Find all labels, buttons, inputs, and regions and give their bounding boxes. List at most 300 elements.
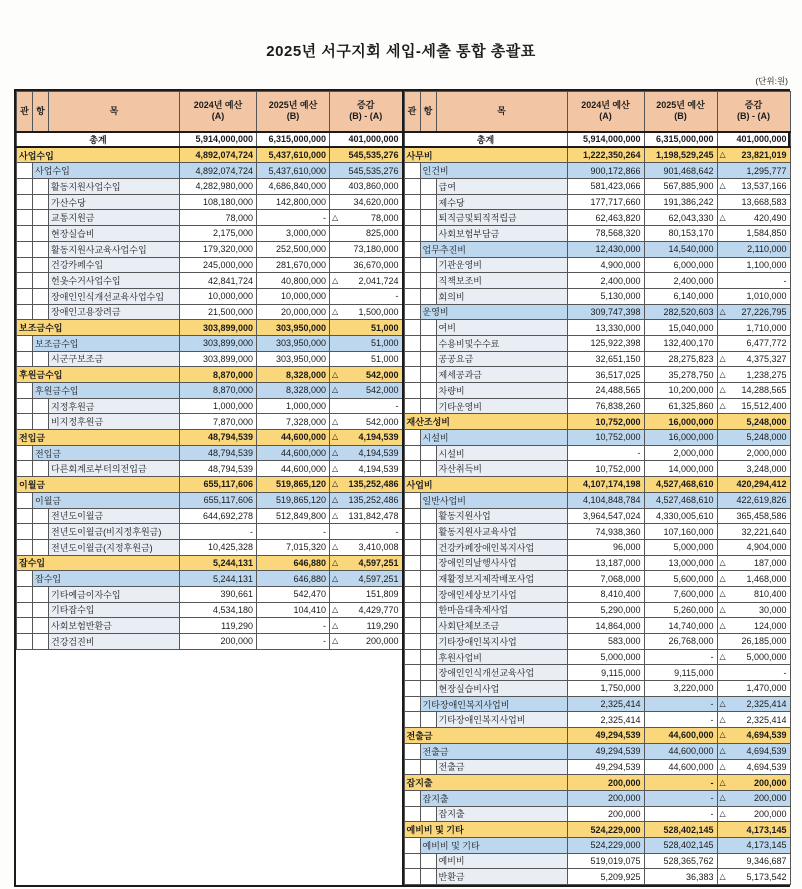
- decrease-triangle-icon: △: [719, 573, 726, 583]
- indent-cell: [420, 383, 436, 399]
- table-row: [404, 477, 790, 493]
- cell-budget-2025: -: [644, 775, 717, 791]
- decrease-triangle-icon: △: [332, 557, 339, 567]
- table-row: [404, 163, 790, 179]
- table-row: [404, 226, 790, 242]
- indent-cell: [420, 524, 436, 540]
- cell-budget-2024: 583,000: [567, 634, 644, 650]
- indent-cell: [420, 681, 436, 697]
- row-label: 기타장애인복지사업비: [436, 712, 567, 728]
- indent-cell: [404, 806, 420, 822]
- cell-diff: -: [717, 665, 790, 681]
- decrease-triangle-icon: △: [719, 353, 726, 363]
- indent-cell: [404, 492, 420, 508]
- cell-diff: 4,904,000: [717, 539, 790, 555]
- cell-diff: △ 15,512,400: [717, 398, 790, 414]
- indent-cell: [17, 194, 33, 210]
- table-row: [404, 539, 790, 555]
- cell-budget-2024: 10,752,000: [567, 461, 644, 477]
- cell-budget-2025: 35,278,750: [644, 367, 717, 383]
- cell-budget-2024: 303,899,000: [180, 335, 257, 351]
- indent-cell: [404, 508, 420, 524]
- cell-diff: △ 542,000: [330, 414, 403, 430]
- row-label: 잡지출: [404, 775, 567, 791]
- cell-diff: 51,000: [330, 335, 403, 351]
- cell-budget-2024: 8,410,400: [567, 586, 644, 602]
- decrease-triangle-icon: △: [332, 573, 339, 583]
- cell-budget-2025: -: [257, 210, 330, 226]
- cell-diff: 1,584,850: [717, 226, 790, 242]
- cell-budget-2025: 26,768,000: [644, 634, 717, 650]
- indent-cell: [33, 586, 49, 602]
- table-row: [404, 414, 790, 430]
- cell-budget-2024: 125,922,398: [567, 335, 644, 351]
- indent-cell: [33, 618, 49, 634]
- table-row: [17, 194, 403, 210]
- table-row: [17, 508, 403, 524]
- row-label: 활동지원사교육사업수입: [49, 241, 180, 257]
- row-label: 예비비 및 기타: [404, 822, 567, 838]
- row-label: 급여: [436, 179, 567, 195]
- cell-diff: 401,000,000: [330, 132, 403, 148]
- indent-cell: [33, 257, 49, 273]
- decrease-triangle-icon: △: [719, 746, 726, 756]
- cell-budget-2025: 281,670,000: [257, 257, 330, 273]
- decrease-triangle-icon: △: [719, 589, 726, 599]
- table-row: [404, 696, 790, 712]
- indent-cell: [17, 179, 33, 195]
- decrease-triangle-icon: △: [719, 604, 726, 614]
- decrease-triangle-icon: △: [719, 699, 726, 709]
- row-label: 전출금: [404, 728, 567, 744]
- cell-budget-2024: 5,209,925: [567, 869, 644, 885]
- indent-cell: [420, 335, 436, 351]
- indent-cell: [17, 492, 33, 508]
- cell-budget-2024: 900,172,866: [567, 163, 644, 179]
- indent-cell: [420, 571, 436, 587]
- row-label: 전출금: [420, 743, 567, 759]
- cell-budget-2025: 107,160,000: [644, 524, 717, 540]
- row-label: 재산조성비: [404, 414, 567, 430]
- table-row: [404, 743, 790, 759]
- table-row: [404, 790, 790, 806]
- indent-cell: [17, 257, 33, 273]
- indent-cell: [404, 696, 420, 712]
- cell-budget-2024: 4,282,980,000: [180, 179, 257, 195]
- row-label: 잡지출: [420, 790, 567, 806]
- row-label: 현장실습비사업: [436, 681, 567, 697]
- cell-diff: △ 187,000: [717, 555, 790, 571]
- table-row: [404, 602, 790, 618]
- indent-cell: [420, 351, 436, 367]
- row-label: 장애인고용장려금: [49, 304, 180, 320]
- indent-cell: [420, 853, 436, 869]
- page-title: 2025년 서구지회 세입-세출 통합 총괄표: [266, 43, 536, 60]
- row-label: 전입금: [33, 445, 180, 461]
- decrease-triangle-icon: △: [332, 306, 339, 316]
- decrease-triangle-icon: △: [719, 369, 726, 379]
- indent-cell: [17, 571, 33, 587]
- cell-budget-2025: 567,885,900: [644, 179, 717, 195]
- cell-diff: 1,710,000: [717, 320, 790, 336]
- cell-budget-2025: 252,500,000: [257, 241, 330, 257]
- row-label: 사업수입: [33, 163, 180, 179]
- cell-budget-2025: 80,153,170: [644, 226, 717, 242]
- cell-budget-2025: 303,950,000: [257, 351, 330, 367]
- table-row: [404, 147, 790, 163]
- indent-cell: [420, 869, 436, 885]
- cell-diff: △ 4,694,539: [717, 743, 790, 759]
- cell-diff: -: [717, 273, 790, 289]
- cell-budget-2024: 4,534,180: [180, 602, 257, 618]
- indent-cell: [404, 524, 420, 540]
- row-label: 기타예금이자수입: [49, 586, 180, 602]
- table-row: [17, 226, 403, 242]
- cell-budget-2024: 48,794,539: [180, 461, 257, 477]
- cell-budget-2025: 528,402,145: [644, 837, 717, 853]
- cell-diff: △ 810,400: [717, 586, 790, 602]
- cell-budget-2024: 5,000,000: [567, 649, 644, 665]
- indent-cell: [33, 179, 49, 195]
- cell-budget-2025: 901,468,642: [644, 163, 717, 179]
- cell-diff: 1,470,000: [717, 681, 790, 697]
- cell-budget-2025: 5,437,610,000: [257, 147, 330, 163]
- table-row: [404, 759, 790, 775]
- cell-diff: △ 78,000: [330, 210, 403, 226]
- indent-cell: [404, 163, 420, 179]
- cell-budget-2024: 655,117,606: [180, 477, 257, 493]
- indent-cell: [404, 273, 420, 289]
- indent-cell: [404, 194, 420, 210]
- indent-cell: [420, 618, 436, 634]
- decrease-triangle-icon: △: [719, 730, 726, 740]
- cell-budget-2025: 8,328,000: [257, 367, 330, 383]
- cell-budget-2024: 7,870,000: [180, 414, 257, 430]
- cell-diff: 13,668,583: [717, 194, 790, 210]
- indent-cell: [33, 414, 49, 430]
- indent-cell: [17, 539, 33, 555]
- table-row: [17, 586, 403, 602]
- cell-budget-2024: 390,661: [180, 586, 257, 602]
- row-label: 시설비: [420, 430, 567, 446]
- table-row: [404, 665, 790, 681]
- budget-summary-table: [14, 89, 790, 887]
- cell-budget-2024: 5,244,131: [180, 555, 257, 571]
- cell-budget-2025: -: [644, 790, 717, 806]
- row-label: 직책보조비: [436, 273, 567, 289]
- table-row: [404, 555, 790, 571]
- cell-budget-2024: 119,290: [180, 618, 257, 634]
- cell-diff: △ 200,000: [717, 775, 790, 791]
- cell-budget-2025: 14,000,000: [644, 461, 717, 477]
- cell-budget-2025: 4,330,005,610: [644, 508, 717, 524]
- decrease-triangle-icon: △: [332, 479, 339, 489]
- indent-cell: [420, 445, 436, 461]
- indent-cell: [420, 555, 436, 571]
- indent-cell: [404, 571, 420, 587]
- cell-diff: △ 2,041,724: [330, 273, 403, 289]
- cell-budget-2025: 44,600,000: [644, 743, 717, 759]
- total-label: 총계: [17, 132, 180, 148]
- indent-cell: [33, 194, 49, 210]
- indent-cell: [17, 383, 33, 399]
- indent-cell: [33, 634, 49, 650]
- table-row: [17, 273, 403, 289]
- cell-diff: △ 542,000: [330, 383, 403, 399]
- cell-diff: △ 13,537,166: [717, 179, 790, 195]
- cell-budget-2024: 309,747,398: [567, 304, 644, 320]
- indent-cell: [17, 351, 33, 367]
- row-label: 한마음대축제사업: [436, 602, 567, 618]
- table-row: [404, 649, 790, 665]
- indent-cell: [404, 335, 420, 351]
- unit-note: (단위:원): [755, 76, 788, 86]
- decrease-triangle-icon: △: [719, 401, 726, 411]
- cell-budget-2024: 245,000,000: [180, 257, 257, 273]
- indent-cell: [33, 539, 49, 555]
- decrease-triangle-icon: △: [332, 510, 339, 520]
- cell-budget-2024: 10,752,000: [567, 414, 644, 430]
- indent-cell: [17, 586, 33, 602]
- row-label: 재활정보지제작배포사업: [436, 571, 567, 587]
- cell-budget-2025: 528,402,145: [644, 822, 717, 838]
- indent-cell: [420, 210, 436, 226]
- indent-cell: [404, 634, 420, 650]
- indent-cell: [404, 555, 420, 571]
- cell-budget-2024: 3,964,547,024: [567, 508, 644, 524]
- col-header-mok: 목: [436, 92, 567, 132]
- indent-cell: [17, 414, 33, 430]
- cell-diff: 6,477,772: [717, 335, 790, 351]
- cell-budget-2024: 177,717,660: [567, 194, 644, 210]
- indent-cell: [420, 194, 436, 210]
- cell-budget-2024: 5,290,000: [567, 602, 644, 618]
- table-row: [404, 273, 790, 289]
- decrease-triangle-icon: △: [332, 495, 339, 505]
- indent-cell: [420, 712, 436, 728]
- cell-diff: △ 1,238,275: [717, 367, 790, 383]
- cell-diff: △ 119,290: [330, 618, 403, 634]
- decrease-triangle-icon: △: [332, 385, 339, 395]
- cell-budget-2024: 49,294,539: [567, 728, 644, 744]
- table-row: [17, 147, 403, 163]
- indent-cell: [420, 508, 436, 524]
- indent-cell: [404, 665, 420, 681]
- cell-budget-2025: -: [644, 649, 717, 665]
- cell-diff: △ 4,375,327: [717, 351, 790, 367]
- cell-diff: 422,619,826: [717, 492, 790, 508]
- cell-diff: △ 1,500,000: [330, 304, 403, 320]
- indent-cell: [420, 539, 436, 555]
- decrease-triangle-icon: △: [719, 557, 726, 567]
- table-row: [17, 367, 403, 383]
- table-row: [404, 681, 790, 697]
- cell-budget-2025: 4,527,468,610: [644, 477, 717, 493]
- cell-budget-2024: 200,000: [567, 775, 644, 791]
- cell-budget-2024: 32,651,150: [567, 351, 644, 367]
- indent-cell: [404, 712, 420, 728]
- cell-budget-2025: 20,000,000: [257, 304, 330, 320]
- row-label: 운영비: [420, 304, 567, 320]
- row-label: 예비비 및 기타: [420, 837, 567, 853]
- cell-budget-2025: 13,000,000: [644, 555, 717, 571]
- cell-budget-2024: 2,175,000: [180, 226, 257, 242]
- table-row: [17, 351, 403, 367]
- cell-diff: △ 135,252,486: [330, 492, 403, 508]
- decrease-triangle-icon: △: [719, 871, 726, 881]
- cell-budget-2025: 542,470: [257, 586, 330, 602]
- table-row: [17, 492, 403, 508]
- table-row: [17, 304, 403, 320]
- indent-cell: [420, 602, 436, 618]
- table-row: [404, 383, 790, 399]
- indent-cell: [404, 351, 420, 367]
- cell-budget-2025: 44,600,000: [257, 430, 330, 446]
- row-label: 기타장애인복지사업비: [420, 696, 567, 712]
- indent-cell: [404, 790, 420, 806]
- decrease-triangle-icon: △: [719, 793, 726, 803]
- cell-diff: 401,000,000: [717, 132, 790, 148]
- indent-cell: [17, 398, 33, 414]
- indent-cell: [420, 461, 436, 477]
- cell-budget-2025: 40,800,000: [257, 273, 330, 289]
- cell-diff: 420,294,412: [717, 477, 790, 493]
- cell-budget-2024: 9,115,000: [567, 665, 644, 681]
- cell-budget-2025: 10,200,000: [644, 383, 717, 399]
- indent-cell: [420, 273, 436, 289]
- table-header: [17, 92, 403, 132]
- cell-diff: -: [330, 398, 403, 414]
- table-row: [404, 492, 790, 508]
- indent-cell: [420, 634, 436, 650]
- indent-cell: [33, 241, 49, 257]
- col-header-gwan: 관: [404, 92, 420, 132]
- cell-budget-2024: 200,000: [567, 790, 644, 806]
- cell-diff: 9,346,687: [717, 853, 790, 869]
- cell-budget-2025: 303,950,000: [257, 335, 330, 351]
- table-row: [404, 634, 790, 650]
- cell-diff: △ 30,000: [717, 602, 790, 618]
- indent-cell: [17, 335, 33, 351]
- decrease-triangle-icon: △: [332, 620, 339, 630]
- cell-budget-2024: 1,000,000: [180, 398, 257, 414]
- cell-budget-2025: -: [257, 618, 330, 634]
- indent-cell: [404, 869, 420, 885]
- col-header-2025: 2025년 예산 (B): [257, 92, 330, 132]
- cell-budget-2024: 108,180,000: [180, 194, 257, 210]
- row-label: 장애인인식개선교육사업: [436, 665, 567, 681]
- indent-cell: [404, 853, 420, 869]
- cell-budget-2024: 524,229,000: [567, 837, 644, 853]
- cell-diff: △ 23,821,019: [717, 147, 790, 163]
- cell-diff: △ 27,226,795: [717, 304, 790, 320]
- cell-diff: △ 4,597,251: [330, 555, 403, 571]
- decrease-triangle-icon: △: [719, 652, 726, 662]
- indent-cell: [404, 320, 420, 336]
- table-row: [404, 869, 790, 885]
- cell-budget-2025: 519,865,120: [257, 477, 330, 493]
- cell-budget-2025: 519,865,120: [257, 492, 330, 508]
- row-label: 장애인세상보기사업: [436, 586, 567, 602]
- cell-diff: 1,295,777: [717, 163, 790, 179]
- cell-budget-2025: -: [257, 634, 330, 650]
- indent-cell: [404, 759, 420, 775]
- table-row: [17, 618, 403, 634]
- indent-cell: [17, 445, 33, 461]
- decrease-triangle-icon: △: [719, 385, 726, 395]
- table-row: [17, 210, 403, 226]
- table-row: [404, 586, 790, 602]
- col-header-diff: 증감 (B) - (A): [717, 92, 790, 132]
- cell-budget-2025: 6,315,000,000: [644, 132, 717, 148]
- cell-budget-2025: 44,600,000: [644, 759, 717, 775]
- cell-diff: △ 200,000: [717, 806, 790, 822]
- cell-budget-2024: 8,870,000: [180, 367, 257, 383]
- row-label: 사회보험부담금: [436, 226, 567, 242]
- row-label: 자산취득비: [436, 461, 567, 477]
- cell-budget-2025: 8,328,000: [257, 383, 330, 399]
- cell-budget-2025: 7,328,000: [257, 414, 330, 430]
- row-label: 건강카페장애인복지사업: [436, 539, 567, 555]
- cell-budget-2024: 4,892,074,724: [180, 147, 257, 163]
- row-label: 제세공과금: [436, 367, 567, 383]
- cell-budget-2025: 191,386,242: [644, 194, 717, 210]
- cell-diff: △ 124,000: [717, 618, 790, 634]
- cell-budget-2024: 10,000,000: [180, 288, 257, 304]
- expenditure-table: [404, 91, 791, 885]
- cell-budget-2024: 48,794,539: [180, 430, 257, 446]
- indent-cell: [420, 806, 436, 822]
- table-row: [404, 335, 790, 351]
- cell-diff: △ 14,288,565: [717, 383, 790, 399]
- cell-budget-2024: 96,000: [567, 539, 644, 555]
- cell-budget-2024: 8,870,000: [180, 383, 257, 399]
- row-label: 후원금수입: [17, 367, 180, 383]
- decrease-triangle-icon: △: [332, 448, 339, 458]
- cell-budget-2025: 6,000,000: [644, 257, 717, 273]
- cell-diff: 151,809: [330, 586, 403, 602]
- cell-diff: △ 200,000: [717, 790, 790, 806]
- indent-cell: [420, 320, 436, 336]
- cell-diff: △ 131,842,478: [330, 508, 403, 524]
- indent-cell: [33, 398, 49, 414]
- decrease-triangle-icon: △: [719, 620, 726, 630]
- cell-budget-2025: 7,015,320: [257, 539, 330, 555]
- cell-diff: 545,535,276: [330, 147, 403, 163]
- table-row: [404, 257, 790, 273]
- table-row: [404, 194, 790, 210]
- cell-budget-2025: 16,000,000: [644, 430, 717, 446]
- indent-cell: [404, 304, 420, 320]
- cell-diff: △ 4,694,539: [717, 728, 790, 744]
- row-label: 일반사업비: [420, 492, 567, 508]
- cell-budget-2025: 512,849,800: [257, 508, 330, 524]
- row-label: 잡수입: [33, 571, 180, 587]
- cell-budget-2024: -: [180, 524, 257, 540]
- row-label: 후원사업비: [436, 649, 567, 665]
- table-row: [404, 524, 790, 540]
- table-row: [404, 728, 790, 744]
- decrease-triangle-icon: △: [332, 463, 339, 473]
- grand-total-row: [17, 132, 403, 148]
- indent-cell: [404, 586, 420, 602]
- row-label: 퇴직금및퇴직적립금: [436, 210, 567, 226]
- row-label: 사무비: [404, 147, 567, 163]
- indent-cell: [33, 210, 49, 226]
- row-label: 업무추진비: [420, 241, 567, 257]
- row-label: 예비비: [436, 853, 567, 869]
- table-row: [17, 335, 403, 351]
